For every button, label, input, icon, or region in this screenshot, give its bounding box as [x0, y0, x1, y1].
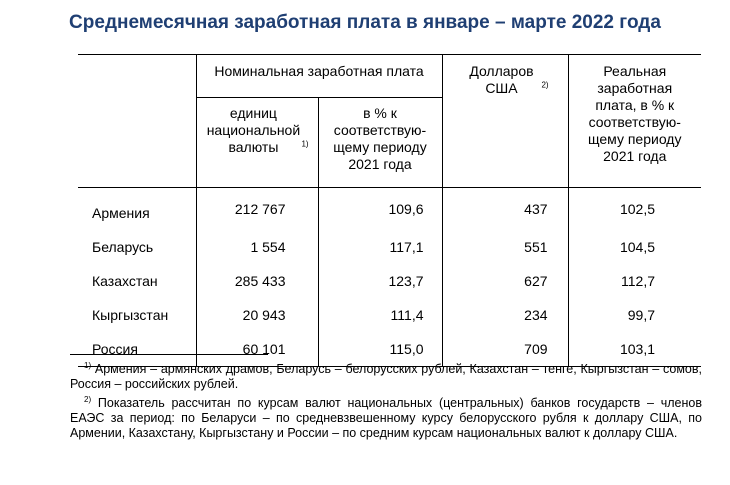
footnote-2 — [70, 396, 702, 441]
real-value-cell: 103,1 — [568, 332, 701, 367]
header-nominal-group: Номинальная заработная плата — [196, 55, 442, 98]
table-row — [78, 230, 701, 264]
table-row — [78, 264, 701, 298]
table-row — [78, 188, 701, 231]
country-cell: Россия — [78, 332, 196, 367]
country-cell: Кыргызстан — [78, 298, 196, 332]
header-real: Реальная заработная плата, в % к соответствую-щему периоду 2021 года — [568, 55, 701, 188]
usd-value-cell: 627 — [442, 264, 568, 298]
footnote-1 — [70, 362, 702, 392]
usd-value-cell: 551 — [442, 230, 568, 264]
header-nominal-local: единиц национальной валюты $^{1)}$ — [196, 98, 318, 188]
real-value-cell: 102,5 — [619, 201, 656, 217]
real-value-cell: 112,7 — [621, 273, 656, 289]
footnote-divider — [70, 354, 268, 355]
footnote-ref-2: 2) — [541, 80, 549, 90]
header-corner — [78, 55, 196, 188]
pct-value-cell: 109,6 — [318, 188, 442, 231]
pct-value-cell: 111,4 — [318, 298, 442, 332]
local-value-cell: 1 554 — [196, 230, 318, 264]
real-value-cell: 99,7 — [627, 307, 656, 323]
real-value-cell: 104,5 — [619, 239, 656, 255]
local-value-cell: 20 943 — [196, 298, 318, 332]
header-usd — [442, 55, 568, 188]
country-cell: Казахстан — [78, 264, 196, 298]
pct-value-cell: 117,1 — [318, 230, 442, 264]
local-value-cell: 285 433 — [196, 264, 318, 298]
country-cell: Беларусь — [78, 230, 196, 264]
pct-value-cell: 115,0 — [318, 332, 442, 367]
local-value-cell: 60 101 — [196, 332, 318, 367]
page-title: Среднемесячная заработная плата в январе – марте 2022 года — [69, 12, 661, 33]
footnote-2-mark: 2) — [84, 394, 92, 404]
footnote-2-text: Показатель рассчитан по курсам валют национальных (центральных) банков государств – членов ЕАЭС за период: по Беларуси – по средневзвешенному курсу белорусского рубля к доллару США, по Армении, Казахстану, Кыргызстану и России – по средним курсам национальных валют к доллару США. — [70, 396, 702, 440]
local-value-cell: 212 767 — [196, 188, 318, 231]
table-row — [78, 298, 701, 332]
usd-value-cell: 437 — [442, 188, 568, 231]
footnote-1-text: Армения – армянских драмов, Беларусь – белорусских рублей, Казахстан – тенге, Кыргызстан – сомов, Россия – российских рублей. — [70, 362, 702, 391]
header-nominal-pct: в % к соответствую-щему периоду 2021 года — [318, 98, 442, 188]
footnote-ref-1: 1) — [301, 139, 309, 149]
usd-value-cell: 709 — [442, 332, 568, 367]
header-usd-label: Долларов США — [469, 63, 534, 96]
wage-table — [78, 54, 701, 367]
footnote-1-mark: 1) — [84, 360, 92, 370]
pct-value-cell: 123,7 — [318, 264, 442, 298]
country-cell: Армения — [78, 188, 196, 231]
usd-value-cell: 234 — [442, 298, 568, 332]
